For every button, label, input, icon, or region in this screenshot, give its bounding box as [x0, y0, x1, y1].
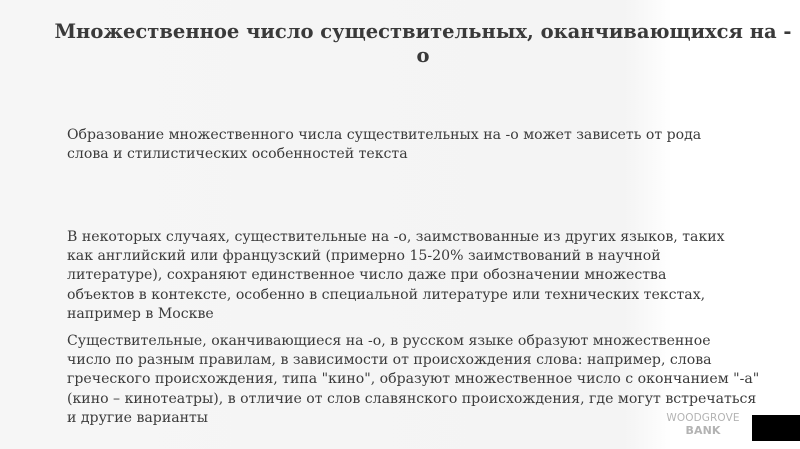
paragraph-formation: Образование множественного числа существительных на -о может зависеть от рода слова и стилистических особенностей текста — [67, 127, 702, 163]
logo-line-woodgrove: WOODGROVE — [666, 412, 740, 424]
logo-line-bank: BANK — [685, 423, 721, 437]
corner-black-box — [752, 415, 800, 441]
woodgrove-bank-logo — [656, 412, 750, 437]
slide-title: Множественное число существительных, оканчивающихся на - о — [54, 20, 792, 67]
paragraph-borrowed-words: В некоторых случаях, существительные на -о, заимствованные из других языков, таких как английский или французский (примерно 15-20% заимствований в научной литературе), сохраняют единственное число даже при обозначении множества объектов в контексте, особенно в специальной литературе или технических текстах, например в Москве — [67, 229, 725, 322]
paragraph-origin-rules: Существительные, оканчивающиеся на -о, в русском языке образуют множественное число по разным правилам, в зависимости от происхождения слова: например, слова греческого происхождения, типа "кино", образуют множественное число с окончанием "-а" (кино – кинотеатры), в отличие от слов славянского происхождения, где могут встречаться и другие варианты — [67, 333, 760, 426]
